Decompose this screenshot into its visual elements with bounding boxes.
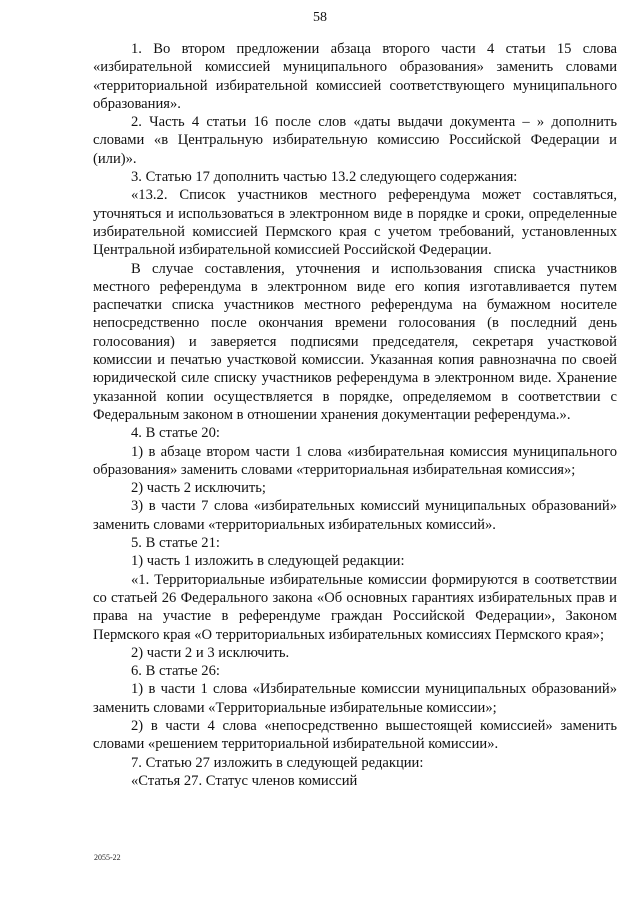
paragraph: «Статья 27. Статус членов комиссий [131, 772, 358, 789]
document-body [93, 40, 617, 790]
paragraph: 4. В статье 20: [131, 425, 220, 442]
paragraph: «1. Территориальные избирательные комиссии формируются в соответствии со статьей 26 Федерального закона «Об основных гарантиях избирательных прав и права на участие в референдуме граждан Российской Федерации», Законом Пермского края «О территориальных избирательных комиссиях Пермского края»; [93, 571, 617, 643]
paragraph: 2. Часть 4 статьи 16 после слов «даты выдачи документа – » дополнить словами «в Центральную избирательную комиссию Российской Федерации и (или)». [93, 114, 617, 167]
paragraph: 2) части 2 и 3 исключить. [131, 644, 290, 661]
paragraph: 1) в части 1 слова «Избирательные комиссии муниципальных образований» заменить словами «Территориальные избирательные комиссии»; [93, 681, 617, 716]
paragraph: В случае составления, уточнения и использования списка участников местного референдума в электронном виде его копия изготавливается путем распечатки списка участников местного референдума на бумажном носителе непосредственно после окончания времени голосования (в последний день голосования) и заверяется подписями председателя, секретаря участковой комиссии и печатью участковой комиссии. Указанная копия равнозначна по своей юридической силе списку участников референдума в электронном виде. Хранение указанной копии осуществляется в порядке, определяемом в соответствии с Федеральным законом в отношении хранения документации референдума.». [93, 260, 617, 423]
paragraph: 1. Во втором предложении абзаца второго части 4 статьи 15 слова «избирательной комиссией муниципального образования» заменить словами «территориальной избирательной комиссией соответствующего муниципального образования». [93, 41, 617, 112]
paragraph: 5. В статье 21: [131, 535, 220, 552]
paragraph: 1) часть 1 изложить в следующей редакции: [131, 553, 405, 570]
paragraph: 3. Статью 17 дополнить частью 13.2 следующего содержания: [131, 169, 518, 186]
document-code: 2055-22 [94, 853, 121, 862]
paragraph: 2) часть 2 исключить; [131, 480, 266, 497]
page-number: 58 [313, 10, 327, 25]
paragraph: 7. Статью 27 изложить в следующей редакции: [131, 754, 424, 771]
paragraph: «13.2. Список участников местного референдума может составляться, уточняться и использоваться в электронном виде в порядке и сроки, определенные избирательной комиссией Пермского края с учетом требований, установленных Центральной избирательной комиссией Российской Федерации. [93, 187, 617, 259]
paragraph: 1) в абзаце втором части 1 слова «избирательная комиссия муниципального образования» заменить словами «территориальная избирательная комиссия»; [93, 443, 617, 478]
paragraph: 6. В статье 26: [131, 663, 220, 680]
paragraph: 3) в части 7 слова «избирательных комиссий муниципальных образований» заменить словами «территориальных избирательных комиссий». [93, 498, 617, 533]
paragraph: 2) в части 4 слова «непосредственно вышестоящей комиссией» заменить словами «решением территориальной избирательной комиссии». [93, 717, 617, 753]
